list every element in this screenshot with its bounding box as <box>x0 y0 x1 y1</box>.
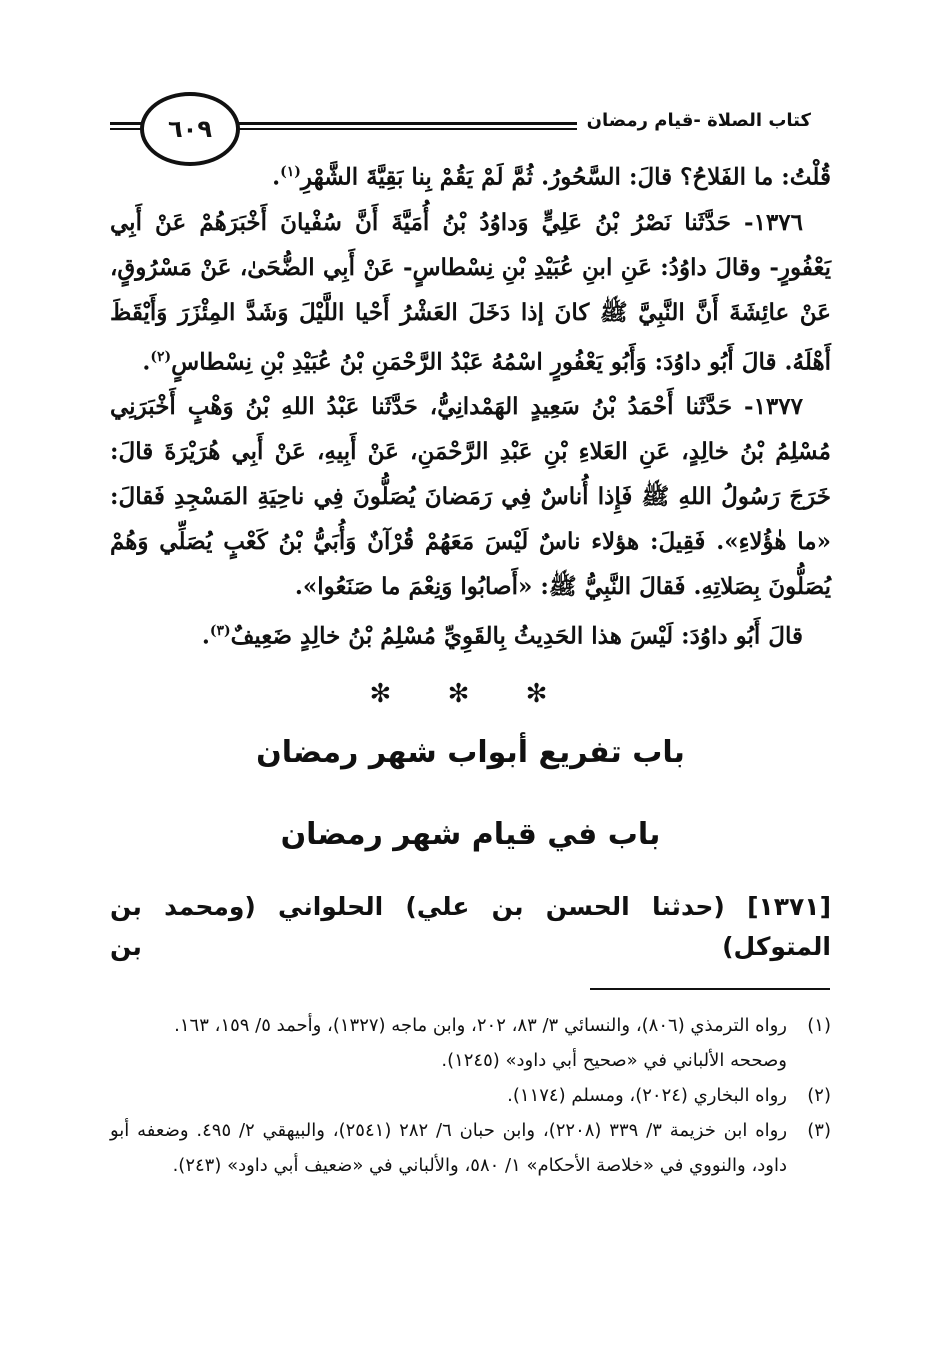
commentary-line: [١٣٧١] (حدثنا الحسن بن علي) الحلواني (ومحمد بن المتوكل) بن <box>110 891 831 961</box>
paragraph-text: ١٣٧٧- حَدَّثَنا أَحْمَدُ بْنُ سَعِيدٍ الهَمْدانِيُّ، حَدَّثَنا عَبْدُ اللهِ بْنُ وَهْبٍ أَخْبَرَنِي مُسْلِمُ بْنُ خالِدٍ، عَنِ العَلاءِ بْنِ عَبْدِ الرَّحْمَنِ، عَنْ أَبِيهِ، عَنْ أَبِي هُرَيْرَةَ قالَ: خَرَجَ رَسُولُ اللهِ ﷺ فَإِذا أُناسٌ فِي رَمَضانَ يُصَلُّونَ فِي ناحِيَةِ المَسْجِدِ فَقالَ: «ما هٰؤُلاءِ». فَقِيلَ: هؤلاء ناسٌ لَيْسَ مَعَهُمْ قُرْآنٌ وَأُبَيُّ بْنُ كَعْبٍ يُصَلِّي وَهُمْ يُصَلُّونَ بِصَلاتِهِ. فَقالَ النَّبِيُّ ﷺ: «أَصابُوا وَنِعْمَ ما صَنَعُوا». <box>110 393 831 601</box>
footnote-ref: (٢) <box>150 348 172 365</box>
footnote-text: رواه البخاري (٢٠٢٤)، ومسلم (١١٧٤). <box>507 1085 787 1106</box>
main-text <box>110 150 831 967</box>
hadith-1377 <box>110 384 831 609</box>
section-separator: ✻ ✻ ✻ <box>369 678 572 709</box>
footnote-ref: (٣) <box>209 623 231 640</box>
footnote-1-continued <box>110 1043 831 1078</box>
section-heading: باب في قيام شهر رمضان <box>280 816 661 852</box>
abu-dawud-comment: قالَ أَبُو داوُدَ: لَيْسَ هذا الحَدِيثُ بِالقَوِيِّ مُسْلِمُ بْنُ خالِدٍ ضَعِيفٌ$^{(٣)}$. <box>201 622 803 650</box>
page-number: ٦٠٩ <box>168 115 212 143</box>
footnote-text: رواه الترمذي (٨٠٦)، والنسائي ٣/ ٨٣، ٢٠٢، وابن ماجه (١٣٢٧)، وأحمد ٥/ ١٥٩، ١٦٣. <box>174 1015 787 1036</box>
footnote-2 <box>110 1078 831 1113</box>
footnote-1 <box>110 1008 831 1043</box>
footnote-number: (٣) <box>807 1120 831 1141</box>
running-header-title: كتاب الصلاة -قيام رمضان <box>577 110 819 131</box>
footnote-number: (٢) <box>807 1085 831 1106</box>
footnote-3 <box>110 1113 831 1183</box>
paragraph-text: ١٣٧٦- حَدَّثَنا نَصْرُ بْنُ عَلِيٍّ وَداوُدُ بْنُ أُمَيَّةَ أَنَّ سُفْيانَ أَخْبَرَهُمْ عَنْ أَبِي يَعْفُورٍ- وقالَ داوُدُ: عَنِ ابنِ عُبَيْدِ بْنِ نِسْطاسٍ- عَنْ أَبِي الضُّحَىٰ، عَنْ مَسْرُوقٍ، عَنْ عائِشَةَ أَنَّ النَّبِيَّ ﷺ كانَ إذا دَخَلَ العَشْرُ أَحْيا اللَّيْلَ وَشَدَّ المِئْزَرَ وَأَيْقَظَ أَهْلَهُ. قالَ أَبُو داوُدَ: وَأَبُو يَعْفُورٍ اسْمُهُ عَبْدُ الرَّحْمَنِ بْنُ عُبَيْدِ بْنِ نِسْطاسٍ <box>110 208 831 376</box>
paragraph-text: قالَ أَبُو داوُدَ: لَيْسَ هذا الحَدِيثُ بِالقَوِيِّ مُسْلِمُ بْنُ خالِدٍ ضَعِيفٌ <box>230 622 803 650</box>
footnote-number: (١) <box>807 1015 831 1036</box>
paragraph-continuation: قُلْتُ: ما الفَلاحُ؟ قالَ: السَّحُورُ. ثُمَّ لَمْ يَقُمْ بِنا بَقِيَّةَ الشَّهْرِ$^{(١)}$. <box>272 163 831 191</box>
footnotes <box>110 1008 831 1183</box>
footnote-ref: (١) <box>280 164 301 180</box>
chapter-heading: باب تفريع أبواب شهر رمضان <box>256 734 685 770</box>
hadith-1376: ١٣٧٦- حَدَّثَنا نَصْرُ بْنُ عَلِيٍّ وَداوُدُ بْنُ أُمَيَّةَ أَنَّ سُفْيانَ أَخْبَرَهُمْ عَنْ أَبِي يَعْفُورٍ- وقالَ داوُدُ: عَنِ ابنِ عُبَيْدِ بْنِ نِسْطاسٍ- عَنْ أَبِي الضُّحَىٰ، عَنْ مَسْرُوقٍ، عَنْ عائِشَةَ أَنَّ النَّبِيَّ ﷺ كانَ إذا دَخَلَ العَشْرُ أَحْيا اللَّيْلَ وَشَدَّ المِئْزَرَ وَأَيْقَظَ أَهْلَهُ. قالَ أَبُو داوُدَ: وَأَبُو يَعْفُورٍ اسْمُهُ عَبْدُ الرَّحْمَنِ بْنُ عُبَيْدِ بْنِ نِسْطاسٍ$^{(٢)}$. <box>110 208 831 376</box>
paragraph-text: قُلْتُ: ما الفَلاحُ؟ قالَ: السَّحُورُ. ثُمَّ لَمْ يَقُمْ بِنا بَقِيَّةَ الشَّهْرِ <box>300 163 831 191</box>
footnote-text: وصححه الألباني في «صحيح أبي داود» (١٢٤٥). <box>441 1050 787 1071</box>
footnote-separator <box>590 988 830 990</box>
footnote-text: رواه ابن خزيمة ٣/ ٣٣٩ (٢٢٠٨)، وابن حبان ٦/ ٢٨٢ (٢٥٤١)، والبيهقي ٢/ ٤٩٥. وضعفه أبو داود، والنووي في «خلاصة الأحكام» ١/ ٥٨٠، والألباني في «ضعيف أبي داود» (٢٤٣). <box>110 1120 788 1176</box>
